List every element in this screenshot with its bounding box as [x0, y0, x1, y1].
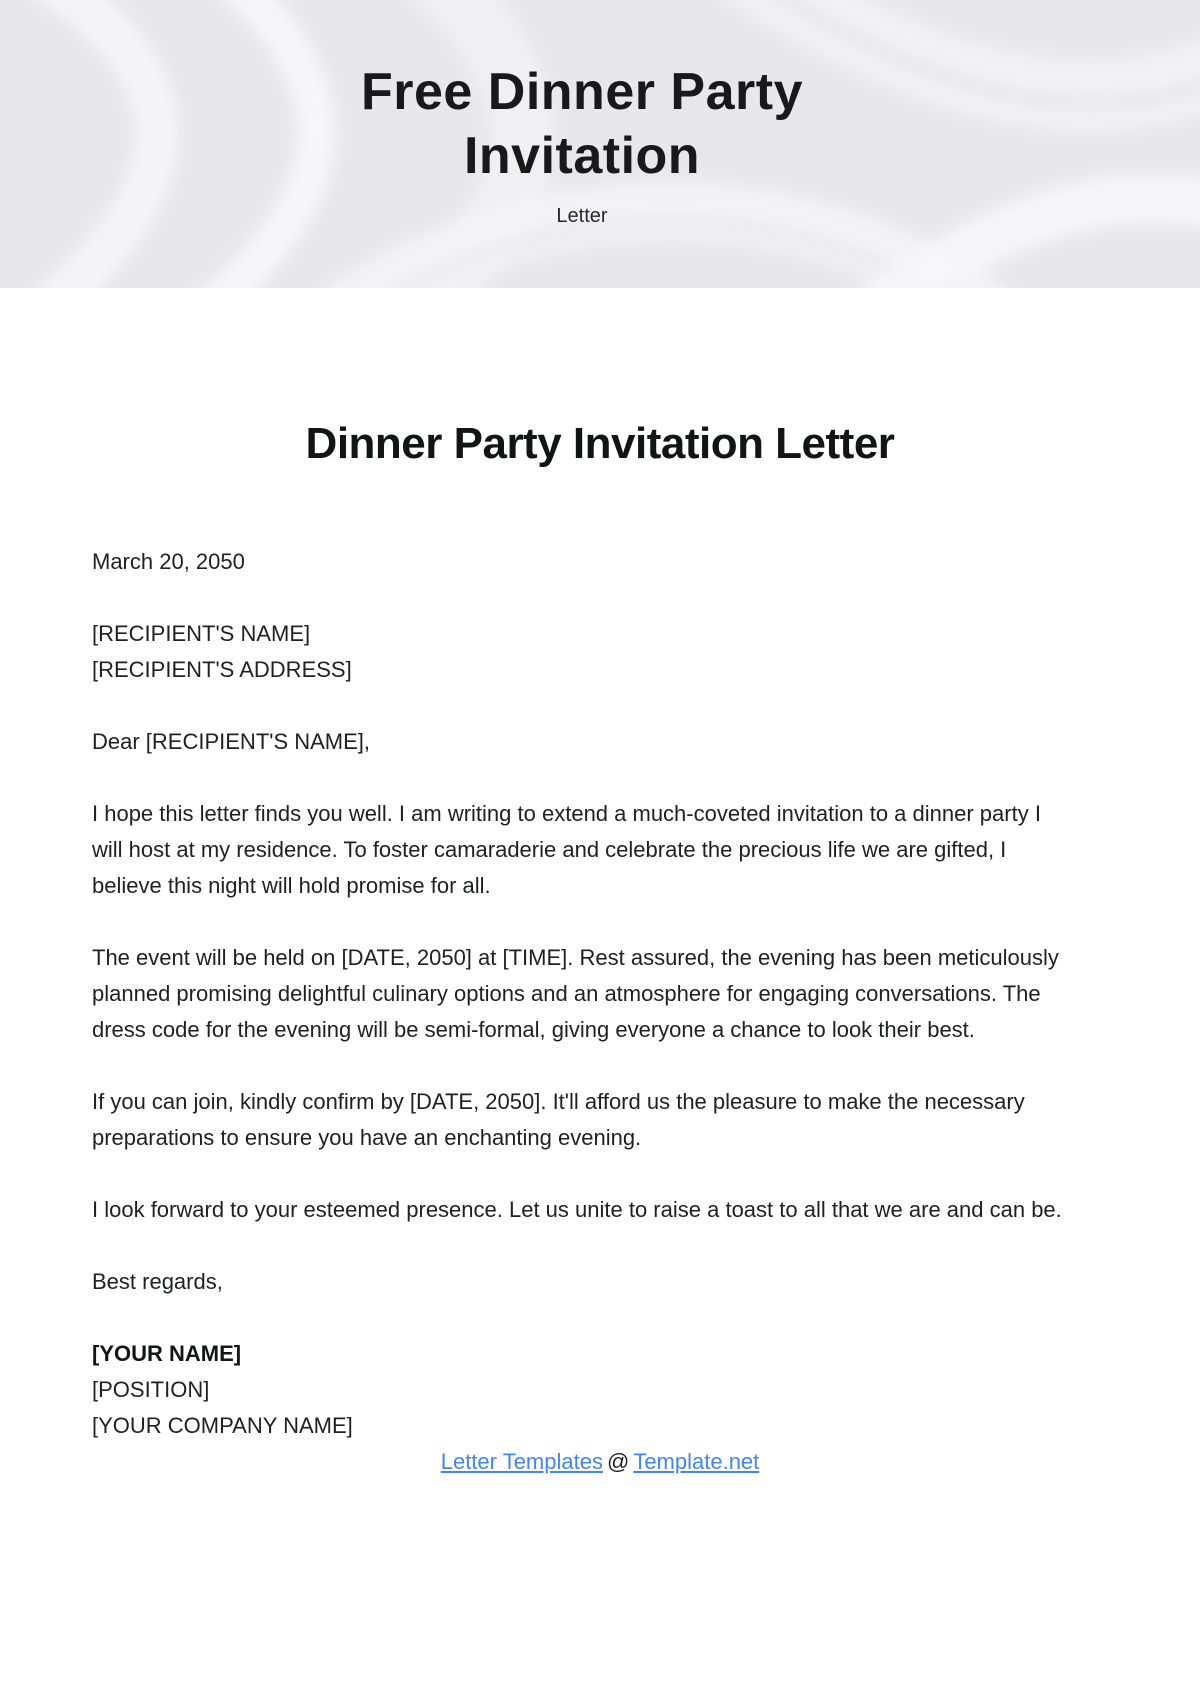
letter-date: March 20, 2050 [92, 549, 245, 574]
paragraph-intro: I hope this letter finds you well. I am writing to extend a much-coveted invitation to a dinner party I will host at my residence. To foster camaraderie and celebrate the precious life we are gifted, I believe this night will hold promise for all. [92, 801, 1041, 898]
template-net-link[interactable]: Template.net [633, 1449, 760, 1474]
footer-at-separator: @ [606, 1449, 630, 1474]
paragraph-event-details: The event will be held on [DATE, 2050] at [TIME]. Rest assured, the evening has been meticulously planned promising delightful culinary options and an atmosphere for engaging conversations. The dress code for the evening will be semi-formal, giving everyone a chance to look their best. [92, 945, 1059, 1042]
signature-block [92, 1336, 1067, 1444]
recipient-name: [RECIPIENT'S NAME] [92, 621, 311, 646]
paragraph-outro: I look forward to your esteemed presence. Let us unite to raise a toast to all that we are and can be. [92, 1197, 1062, 1222]
recipient-block [92, 616, 1067, 688]
template-hero-banner [0, 0, 1200, 288]
footer-attribution [0, 1444, 1200, 1480]
signature-company: [YOUR COMPANY NAME] [92, 1413, 353, 1438]
letter-templates-link[interactable]: Letter Templates [440, 1449, 603, 1474]
closing: Best regards, [92, 1269, 223, 1294]
template-subtitle: Letter [556, 205, 608, 227]
paragraph-rsvp: If you can join, kindly confirm by [DATE, 2050]. It'll afford us the pleasure to make the necessary preparations to ensure you have an enchanting evening. [92, 1089, 1025, 1150]
hero-content [0, 0, 1200, 228]
signature-position: [POSITION] [92, 1377, 210, 1402]
letter-body [92, 544, 1067, 1444]
signature-name: [YOUR NAME] [92, 1341, 242, 1366]
template-title: Free Dinner Party Invitation [361, 63, 803, 185]
document-heading: Dinner Party Invitation Letter [305, 419, 895, 468]
recipient-address: [RECIPIENT'S ADDRESS] [92, 657, 352, 682]
salutation: Dear [RECIPIENT'S NAME], [92, 729, 371, 754]
